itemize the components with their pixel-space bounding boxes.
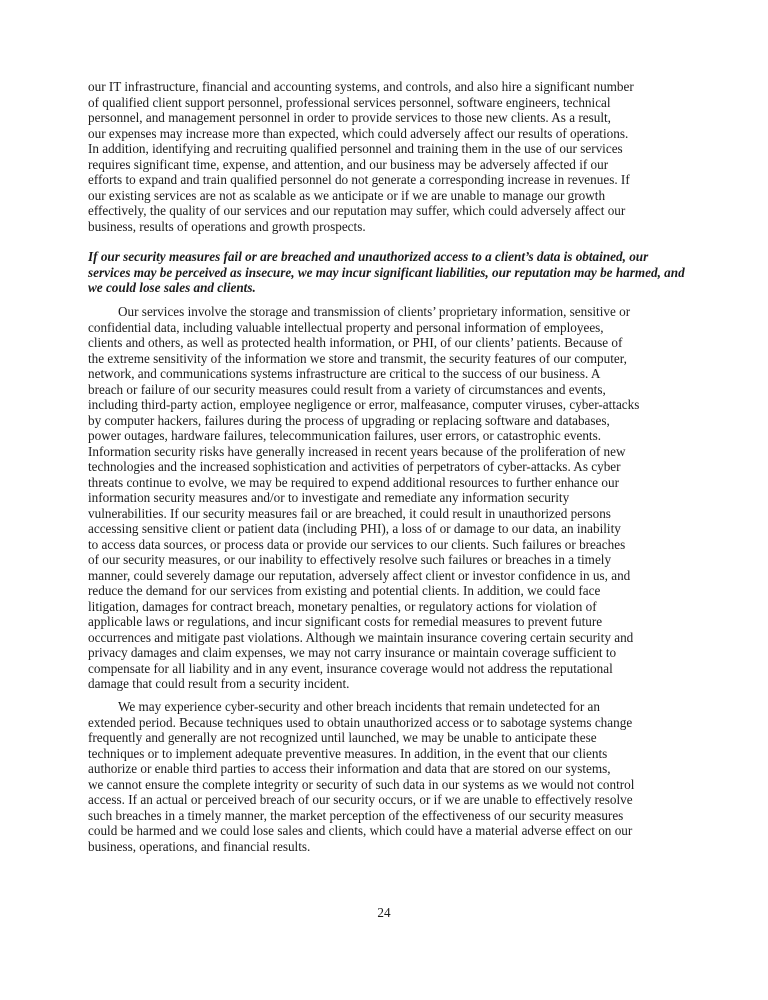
text-line: technologies and the increased sophistication and activities of perpetrators of cyber-attacks. As cyber xyxy=(88,459,621,474)
text-line: our existing services are not as scalable as we anticipate or if we are unable to manage our growth xyxy=(88,187,606,203)
text-line: Information security risks have generally increased in recent years because of the proliferation of new xyxy=(88,443,626,459)
text-line: authorize or enable third parties to access their information and data that are stored on our systems, xyxy=(88,761,611,776)
page-number: 24 xyxy=(377,905,391,920)
text-line: we could lose sales and clients. xyxy=(88,280,256,295)
text-line: power outages, hardware failures, telecommunication failures, user errors, or catastrophic events. xyxy=(88,428,602,443)
text-line: applicable laws or regulations, and incur significant costs for remedial measures to prevent future xyxy=(88,614,603,629)
text-line: we cannot ensure the complete integrity or security of such data in our systems as we would not control xyxy=(88,776,635,792)
text-line: threats continue to evolve, we may be required to expend additional resources to further enhance our xyxy=(88,474,619,490)
text-line: We may experience cyber-security and other breach incidents that remain undetected for an xyxy=(118,699,600,714)
text-line: such breaches in a timely manner, the market perception of the effectiveness of our security measures xyxy=(88,807,624,823)
text-line: frequently and generally are not recognized until launched, we may be unable to anticipate these xyxy=(88,730,597,745)
text-line: network, and communications systems infrastructure are critical to the success of our business. A xyxy=(88,366,601,381)
text-line: clients and others, as well as protected health information, or PHI, of our clients’ patients. Because of xyxy=(88,335,623,350)
text-line: occurrences and mitigate past violations. Although we maintain insurance covering certain security and xyxy=(88,629,634,645)
paragraph-breach-incidents xyxy=(88,699,688,854)
paragraph-continued xyxy=(88,79,688,234)
text-line: breach or failure of our security measures could result from a variety of circumstances and events, xyxy=(88,381,606,397)
text-line: could be harmed and we could lose sales and clients, which could have a material adverse effect on our xyxy=(88,823,633,838)
text-line: our IT infrastructure, financial and accounting systems, and controls, and also hire a significant number xyxy=(88,79,634,94)
text-line: business, operations, and financial results. xyxy=(88,838,311,854)
text-line: requires significant time, expense, and attention, and our business may be adversely affected if our xyxy=(88,156,609,172)
text-line: business, results of operations and growth prospects. xyxy=(88,218,366,234)
text-line: efforts to expand and train qualified personnel do not generate a corresponding increase in revenues. If xyxy=(88,172,630,187)
text-line: If our security measures fail or are breached and unauthorized access to a client’s data is obtained, our xyxy=(88,249,649,264)
text-line: reduce the demand for our services from existing and potential clients. In addition, we could face xyxy=(88,583,601,598)
text-line: the extreme sensitivity of the information we store and transmit, the security features of our computer, xyxy=(88,350,627,366)
text-line: including third-party action, employee negligence or error, malfeasance, computer viruses, cyber-attacks xyxy=(88,397,640,412)
text-line: privacy damages and claim expenses, we may not carry insurance or maintain coverage sufficient to xyxy=(88,645,617,660)
text-line: our expenses may increase more than expected, which could adversely affect our results of operations. xyxy=(88,125,629,141)
text-line: Our services involve the storage and transmission of clients’ proprietary information, sensitive or xyxy=(118,304,631,319)
text-line: manner, could severely damage our reputation, adversely affect client or investor confidence in us, and xyxy=(88,567,631,583)
text-line: services may be perceived as insecure, we may incur significant liabilities, our reputation may be harmed, and xyxy=(88,264,685,280)
text-line: accessing sensitive client or patient data (including PHI), a loss of or damage to our data, an inability xyxy=(88,521,621,536)
text-line: to access data sources, or process data or provide our services to our clients. Such failures or breaches xyxy=(88,536,626,552)
text-line: by computer hackers, failures during the process of upgrading or replacing software and databases, xyxy=(88,412,610,428)
text-line: access. If an actual or perceived breach of our security occurs, or if we are unable to effectively resolve xyxy=(88,792,633,807)
text-line: techniques or to implement adequate preventive measures. In addition, in the event that our clients xyxy=(88,745,608,761)
text-line: of our security measures, or our inability to effectively resolve such failures or breaches in a timely xyxy=(88,552,612,567)
text-line: damage that could result from a security incident. xyxy=(88,676,350,691)
text-line: information security measures and/or to investigate and remediate any information security xyxy=(88,490,570,505)
text-line: personnel, and management personnel in order to provide services to those new clients. As a result, xyxy=(88,110,611,125)
text-line: of qualified client support personnel, professional services personnel, software engineers, technical xyxy=(88,94,611,110)
paragraph-security-measures xyxy=(88,304,688,692)
text-line: confidential data, including valuable intellectual property and personal information of employees, xyxy=(88,319,604,335)
risk-factor-heading xyxy=(88,249,688,296)
text-line: vulnerabilities. If our security measures fail or are breached, it could result in unauthorized persons xyxy=(88,505,611,521)
text-line: litigation, damages for contract breach, monetary penalties, or regulatory actions for violation of xyxy=(88,598,597,614)
text-line: effectively, the quality of our services and our reputation may suffer, which could adversely affect our xyxy=(88,203,626,218)
text-line: compensate for all liability and in any event, insurance coverage would not address the reputational xyxy=(88,660,613,676)
text-line: extended period. Because techniques used to obtain unauthorized access or to sabotage systems change xyxy=(88,714,633,730)
text-line: In addition, identifying and recruiting qualified personnel and training them in the use of our services xyxy=(88,141,623,156)
